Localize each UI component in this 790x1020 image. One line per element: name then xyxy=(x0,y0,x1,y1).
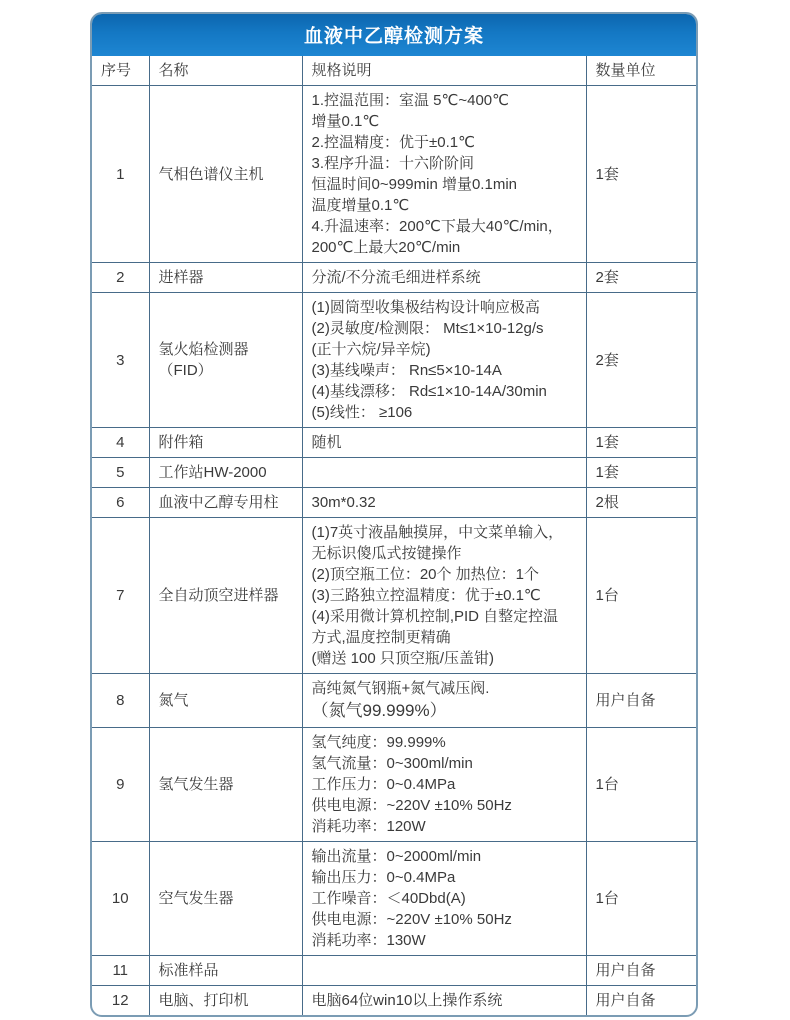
table-header xyxy=(92,56,698,86)
table-row xyxy=(92,293,698,428)
row-spec xyxy=(302,458,586,488)
spec-line: (4)采用微计算机控制,PID 自整定控温 xyxy=(311,608,559,625)
spec-line: 消耗功率：130W xyxy=(311,932,426,949)
spec-line: 随机 xyxy=(311,434,342,451)
spec-line: (1)7英寸液晶触摸屏，中文菜单输入， xyxy=(311,524,564,541)
row-no: 7 xyxy=(92,518,149,674)
row-spec xyxy=(302,518,586,674)
spec-line: （氮气99.999%） xyxy=(311,701,447,720)
row-qty: 2套 xyxy=(586,263,698,293)
spec-line: (3)三路独立控温精度：优于±0.1℃ xyxy=(311,587,541,604)
row-spec xyxy=(302,674,586,728)
page-title: 血液中乙醇检测方案 xyxy=(92,14,696,56)
row-spec xyxy=(302,263,586,293)
spec-line: 温度增量0.1℃ xyxy=(311,197,410,214)
spec-line: 供电电源：~220V ±10% 50Hz xyxy=(311,797,512,814)
row-name: 气相色谱仪主机 xyxy=(149,86,302,263)
spec-line: 输出压力：0~0.4MPa xyxy=(311,869,456,886)
row-name: 氮气 xyxy=(149,674,302,728)
table-row xyxy=(92,728,698,842)
spec-line: 1.控温范围：室温 5℃~400℃ xyxy=(311,92,509,109)
spec-table xyxy=(92,56,698,1015)
spec-line: 200℃上最大20℃/min xyxy=(311,239,461,256)
row-qty: 1台 xyxy=(586,728,698,842)
table-row xyxy=(92,263,698,293)
spec-line: 消耗功率：120W xyxy=(311,818,426,835)
row-name: 氢火焰检测器（FID） xyxy=(149,293,302,428)
spec-line: (2)灵敏度/检测限： Mt≤1×10-12g/s xyxy=(311,320,544,337)
row-qty: 2套 xyxy=(586,293,698,428)
spec-line: 3.程序升温：十六阶阶间 xyxy=(311,155,475,172)
row-spec xyxy=(302,293,586,428)
row-no: 5 xyxy=(92,458,149,488)
row-qty: 用户自备 xyxy=(586,986,698,1016)
table-row xyxy=(92,986,698,1016)
spec-line: 恒温时间0~999min 增量0.1min xyxy=(311,176,517,193)
spec-line: 供电电源：~220V ±10% 50Hz xyxy=(311,911,512,928)
spec-line: 高纯氮气钢瓶+氮气减压阀. xyxy=(311,680,490,697)
row-no: 9 xyxy=(92,728,149,842)
row-name: 工作站HW-2000 xyxy=(149,458,302,488)
spec-line: (4)基线漂移： Rd≤1×10-14A/30min xyxy=(311,383,547,400)
row-no: 4 xyxy=(92,428,149,458)
row-qty: 用户自备 xyxy=(586,956,698,986)
row-no: 12 xyxy=(92,986,149,1016)
row-qty: 用户自备 xyxy=(586,674,698,728)
row-qty: 1台 xyxy=(586,842,698,956)
row-spec xyxy=(302,488,586,518)
column-header-name: 名称 xyxy=(149,56,302,86)
spec-line: (3)基线噪声： Rn≤5×10-14A xyxy=(311,362,502,379)
table-body xyxy=(92,86,698,1016)
spec-line: (2)顶空瓶工位：20个 加热位：1个 xyxy=(311,566,540,583)
spec-line: 氢气纯度：99.999% xyxy=(311,734,446,751)
row-qty: 1套 xyxy=(586,428,698,458)
row-spec xyxy=(302,86,586,263)
column-header-spec: 规格说明 xyxy=(302,56,586,86)
row-no: 2 xyxy=(92,263,149,293)
row-spec xyxy=(302,986,586,1016)
row-no: 8 xyxy=(92,674,149,728)
spec-line: 输出流量：0~2000ml/min xyxy=(311,848,482,865)
spec-line: 氢气流量：0~300ml/min xyxy=(311,755,473,772)
row-spec xyxy=(302,956,586,986)
row-no: 10 xyxy=(92,842,149,956)
table-row xyxy=(92,518,698,674)
table-row xyxy=(92,428,698,458)
row-qty: 1套 xyxy=(586,458,698,488)
spec-line: 2.控温精度：优于±0.1℃ xyxy=(311,134,475,151)
spec-line: 方式,温度控制更精确 xyxy=(311,629,451,646)
spec-line: 分流/不分流毛细进样系统 xyxy=(311,269,481,286)
column-header-qty: 数量单位 xyxy=(586,56,698,86)
row-name: 全自动顶空进样器 xyxy=(149,518,302,674)
spec-line: (1)圆筒型收集极结构设计响应极高 xyxy=(311,299,540,316)
row-qty: 1套 xyxy=(586,86,698,263)
spec-line: 30m*0.32 xyxy=(311,494,376,511)
spec-line: 增量0.1℃ xyxy=(311,113,380,130)
spec-panel xyxy=(90,12,698,1017)
table-row xyxy=(92,842,698,956)
spec-line: 4.升温速率：200℃下最大40℃/min， xyxy=(311,218,563,235)
row-name: 附件箱 xyxy=(149,428,302,458)
row-name: 标准样品 xyxy=(149,956,302,986)
row-no: 1 xyxy=(92,86,149,263)
row-spec xyxy=(302,728,586,842)
row-name: 电脑、打印机 xyxy=(149,986,302,1016)
table-row xyxy=(92,458,698,488)
row-no: 6 xyxy=(92,488,149,518)
column-header-no: 序号 xyxy=(92,56,149,86)
table-row xyxy=(92,488,698,518)
row-no: 11 xyxy=(92,956,149,986)
row-spec xyxy=(302,428,586,458)
spec-line: 电脑64位win10以上操作系统 xyxy=(311,992,503,1009)
header-row xyxy=(92,56,698,86)
row-spec xyxy=(302,842,586,956)
table-row xyxy=(92,956,698,986)
spec-line: 工作压力：0~0.4MPa xyxy=(311,776,456,793)
spec-line: (正十六烷/异辛烷) xyxy=(311,341,431,358)
row-name: 进样器 xyxy=(149,263,302,293)
row-name: 氢气发生器 xyxy=(149,728,302,842)
row-name: 血液中乙醇专用柱 xyxy=(149,488,302,518)
row-no: 3 xyxy=(92,293,149,428)
spec-line: (5)线性： ≥106 xyxy=(311,404,413,421)
row-qty: 2根 xyxy=(586,488,698,518)
row-qty: 1台 xyxy=(586,518,698,674)
table-row xyxy=(92,674,698,728)
row-name: 空气发生器 xyxy=(149,842,302,956)
spec-line: 无标识傻瓜式按键操作 xyxy=(311,545,462,562)
table-row xyxy=(92,86,698,263)
spec-line: (赠送 100 只顶空瓶/压盖钳) xyxy=(311,650,495,667)
spec-line: 工作噪音：＜40Dbd(A) xyxy=(311,890,466,907)
